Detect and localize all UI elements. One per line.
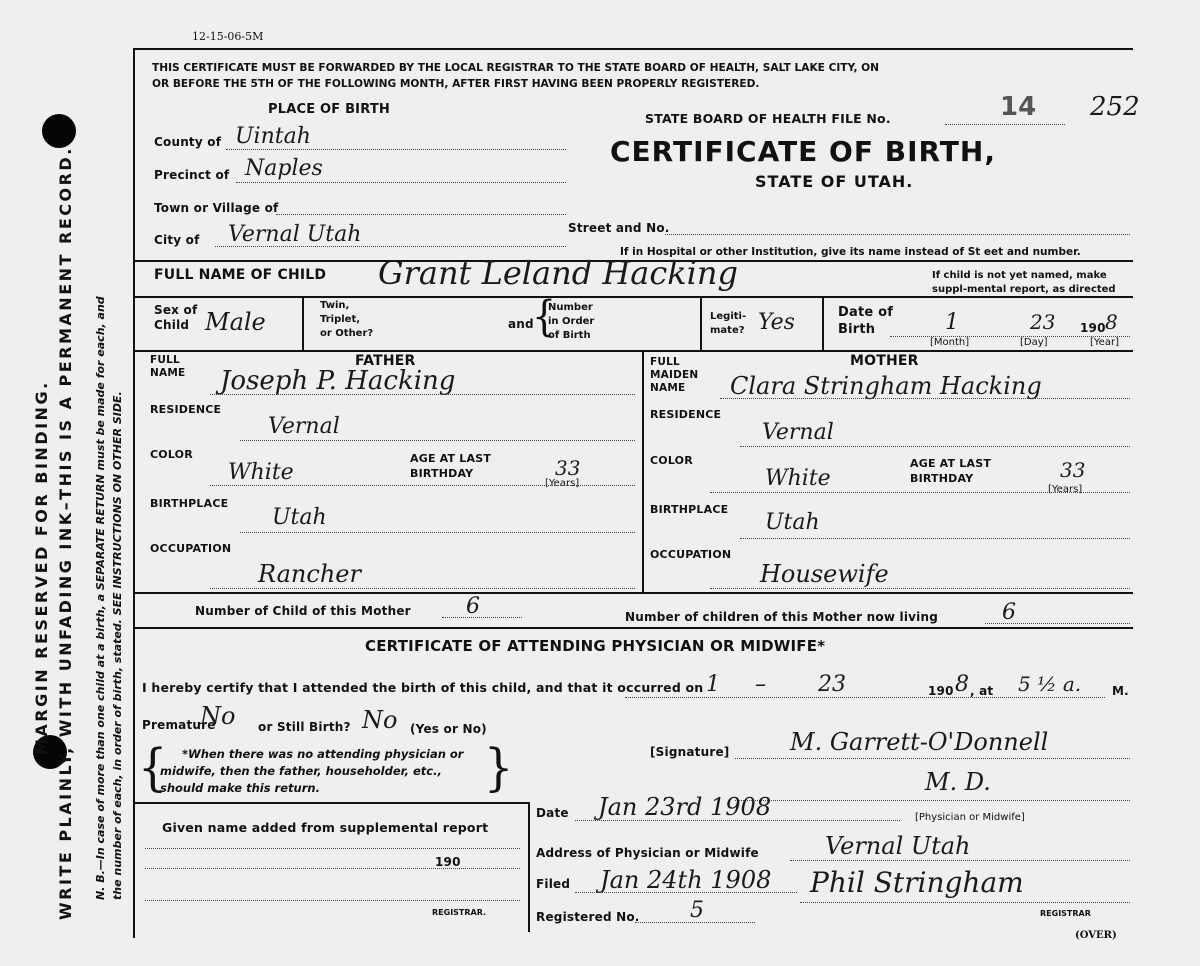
file-number-handwritten: 252 bbox=[1090, 92, 1140, 122]
child-number-label: Number of Child of this Mother bbox=[195, 604, 411, 618]
father-name-line bbox=[210, 394, 635, 395]
physician-address[interactable]: Vernal Utah bbox=[825, 832, 971, 860]
note-brace: { bbox=[138, 737, 168, 797]
mother-name-line bbox=[720, 398, 1130, 399]
margin-line-binding: MARGIN RESERVED FOR BINDING. bbox=[32, 380, 51, 755]
sex-label-2: Child bbox=[154, 318, 190, 332]
occurred-day[interactable]: 23 bbox=[818, 672, 846, 697]
sex-label-1: Sex of bbox=[154, 303, 198, 317]
registered-number-label: Registered No. bbox=[536, 910, 640, 924]
precinct-label: Precinct of bbox=[154, 168, 230, 182]
occurred-year[interactable]: 8 bbox=[955, 672, 969, 697]
occurred-at-label: , at bbox=[970, 684, 994, 698]
order-label-1: Number bbox=[548, 302, 593, 313]
occurred-dash: – bbox=[755, 672, 766, 697]
filed-line bbox=[575, 892, 797, 893]
father-age-label-1: AGE AT LAST bbox=[410, 452, 492, 465]
frame-left-border bbox=[133, 48, 135, 938]
and-label: and bbox=[508, 317, 534, 331]
over-label: (OVER) bbox=[1075, 930, 1117, 941]
file-number: 14 bbox=[1000, 92, 1037, 122]
margin-instructions bbox=[30, 146, 78, 920]
yes-no-label: (Yes or No) bbox=[410, 722, 487, 736]
child-name-label: FULL NAME OF CHILD bbox=[154, 267, 327, 283]
dob-day-caption: [Day] bbox=[1020, 337, 1048, 348]
father-birthplace-value[interactable]: Utah bbox=[272, 505, 327, 530]
county-label: County of bbox=[154, 135, 222, 149]
supplement-divider bbox=[528, 802, 530, 932]
mother-name-label-3: NAME bbox=[650, 382, 686, 394]
county-value[interactable]: Uintah bbox=[235, 124, 311, 149]
mother-birthplace-line bbox=[740, 538, 1130, 539]
binding-hole-top bbox=[42, 114, 76, 148]
supplemental-label: Given name added from supplemental report bbox=[162, 820, 489, 835]
premature-value[interactable]: No bbox=[200, 702, 236, 730]
filed-label: Filed bbox=[536, 877, 571, 891]
legitimate-divider bbox=[822, 298, 824, 350]
dob-year[interactable]: 8 bbox=[1105, 310, 1118, 334]
dob-month-caption: [Month] bbox=[930, 337, 970, 348]
child-name-note-2: suppl-mental report, as directed bbox=[932, 284, 1116, 295]
address-label: Address of Physician or Midwife bbox=[536, 846, 759, 860]
place-of-birth-heading: PLACE OF BIRTH bbox=[268, 102, 390, 117]
legitimate-label-1: Legiti- bbox=[710, 311, 747, 322]
physician-or-midwife-caption: [Physician or Midwife] bbox=[915, 812, 1025, 823]
still-birth-value[interactable]: No bbox=[362, 706, 398, 734]
legitimate-label-2: mate? bbox=[710, 325, 745, 336]
mother-occupation-line bbox=[710, 588, 1130, 589]
registered-number[interactable]: 5 bbox=[690, 898, 704, 923]
mother-residence-line bbox=[740, 446, 1130, 447]
still-birth-label: or Still Birth? bbox=[258, 720, 351, 734]
rule-above-supplement bbox=[135, 802, 530, 804]
father-name-value[interactable]: Joseph P. Hacking bbox=[220, 366, 456, 396]
dob-day[interactable]: 23 bbox=[1030, 310, 1056, 334]
occurred-time[interactable]: 5 ½ a. bbox=[1018, 672, 1082, 696]
signature-line-2 bbox=[735, 800, 1130, 801]
father-birthplace-line bbox=[240, 532, 635, 533]
mother-age-value[interactable]: 33 bbox=[1060, 458, 1086, 482]
rule-above-physician bbox=[135, 627, 1133, 629]
child-name-note-1: If child is not yet named, make bbox=[932, 270, 1107, 281]
dob-year-prefix: 190 bbox=[1080, 321, 1106, 335]
rule-below-parents bbox=[135, 592, 1133, 594]
supplemental-date-line bbox=[145, 868, 520, 869]
dob-label-1: Date of bbox=[838, 305, 894, 320]
physician-heading: CERTIFICATE OF ATTENDING PHYSICIAN OR MIDWIFE* bbox=[365, 637, 826, 655]
father-name-label-1: FULL bbox=[150, 354, 180, 366]
supplemental-year-prefix: 190 bbox=[435, 855, 461, 869]
father-occupation-value[interactable]: Rancher bbox=[258, 560, 361, 588]
mother-color-label: COLOR bbox=[650, 454, 693, 467]
filed-date[interactable]: Jan 24th 1908 bbox=[600, 866, 772, 894]
father-residence-label: RESIDENCE bbox=[150, 403, 222, 416]
precinct-value[interactable]: Naples bbox=[245, 156, 323, 181]
parents-divider bbox=[642, 350, 644, 592]
physician-title[interactable]: M. D. bbox=[925, 768, 991, 796]
no-physician-note-3: should make this return. bbox=[160, 781, 320, 795]
twin-label-1: Twin, bbox=[320, 300, 350, 311]
margin-line-permanent: WRITE PLAINLY, WITH UNFADING INK–THIS IS A PERMANENT RECORD. bbox=[56, 146, 75, 920]
occurred-line bbox=[625, 697, 1105, 698]
father-name-label-2: NAME bbox=[150, 367, 186, 379]
certificate-title: CERTIFICATE OF BIRTH, bbox=[610, 135, 996, 168]
supplemental-registrar-line bbox=[145, 900, 520, 901]
mother-name-value[interactable]: Clara Stringham Hacking bbox=[730, 372, 1042, 400]
margin-note bbox=[92, 296, 126, 900]
father-residence-value[interactable]: Vernal bbox=[268, 414, 340, 439]
order-label-3: of Birth bbox=[548, 330, 591, 341]
date-line bbox=[575, 820, 900, 821]
father-color-line bbox=[210, 485, 635, 486]
mother-name-label-2: MAIDEN bbox=[650, 369, 699, 381]
city-value[interactable]: Vernal Utah bbox=[228, 222, 362, 247]
father-color-label: COLOR bbox=[150, 448, 193, 461]
supplemental-registrar-caption: REGISTRAR. bbox=[432, 908, 487, 917]
registrar-signature[interactable]: Phil Stringham bbox=[810, 866, 1024, 899]
certificate-date[interactable]: Jan 23rd 1908 bbox=[598, 793, 772, 821]
premature-label: Premature bbox=[142, 718, 216, 732]
street-label: Street and No. bbox=[568, 221, 670, 235]
registered-number-line bbox=[635, 922, 755, 923]
dob-label-2: Birth bbox=[838, 322, 876, 337]
signature-label: [Signature] bbox=[650, 745, 730, 759]
mother-residence-value[interactable]: Vernal bbox=[762, 420, 834, 445]
living-children-value[interactable]: 6 bbox=[1002, 600, 1016, 625]
dob-year-caption: [Year] bbox=[1090, 337, 1119, 348]
child-number-value[interactable]: 6 bbox=[466, 594, 480, 619]
father-age-label-2: BIRTHDAY bbox=[410, 467, 474, 480]
mother-residence-label: RESIDENCE bbox=[650, 408, 722, 421]
mother-name-label-1: FULL bbox=[650, 356, 680, 368]
father-birthplace-label: BIRTHPLACE bbox=[150, 497, 229, 510]
child-name-value[interactable]: Grant Leland Hacking bbox=[378, 254, 738, 292]
occurred-year-prefix: 190 bbox=[928, 684, 954, 698]
mother-age-label-2: BIRTHDAY bbox=[910, 472, 974, 485]
legitimate-value[interactable]: Yes bbox=[758, 310, 795, 335]
mother-color-value[interactable]: White bbox=[765, 466, 831, 491]
father-occupation-line bbox=[210, 588, 635, 589]
living-children-label: Number of children of this Mother now living bbox=[625, 610, 939, 624]
forwarding-instruction-2: OR BEFORE THE 5TH OF THE FOLLOWING MONTH, AFTER FIRST HAVING BEEN PROPERLY REGISTERED. bbox=[152, 78, 760, 90]
mother-birthplace-label: BIRTHPLACE bbox=[650, 503, 729, 516]
city-line bbox=[215, 246, 566, 247]
dob-month[interactable]: 1 bbox=[945, 310, 959, 335]
registrar-line bbox=[800, 902, 1130, 903]
forwarding-instruction-1: THIS CERTIFICATE MUST BE FORWARDED BY THE LOCAL REGISTRAR TO THE STATE BOARD OF HEALTH, SALT LAKE CITY, ON bbox=[152, 62, 880, 74]
no-physician-note-1: *When there was no attending physician or bbox=[182, 747, 464, 761]
child-number-line bbox=[442, 617, 522, 618]
note-brace-right: } bbox=[484, 737, 514, 797]
precinct-line bbox=[236, 182, 566, 183]
twin-label-2: Triplet, bbox=[320, 314, 361, 325]
mother-years-caption: [Years] bbox=[1048, 484, 1083, 495]
occurred-m-label: M. bbox=[1112, 684, 1129, 698]
supplemental-name-line bbox=[145, 848, 520, 849]
county-line bbox=[226, 149, 566, 150]
date-label: Date bbox=[536, 806, 569, 820]
order-divider bbox=[700, 298, 702, 350]
living-children-line bbox=[985, 623, 1130, 624]
certify-statement: I hereby certify that I attended the birth of this child, and that it occurred on bbox=[142, 680, 704, 695]
address-line bbox=[790, 860, 1130, 861]
physician-signature[interactable]: M. Garrett-O'Donnell bbox=[790, 728, 1049, 756]
mother-age-label-1: AGE AT LAST bbox=[910, 457, 992, 470]
form-code: 12-15-06-5M bbox=[192, 30, 264, 43]
file-number-line bbox=[945, 124, 1065, 125]
note-line-2: the number of each, in order of birth, stated. SEE INSTRUCTIONS ON OTHER SIDE. bbox=[111, 391, 124, 900]
registrar-caption: REGISTRAR bbox=[1040, 909, 1091, 918]
file-number-label: STATE BOARD OF HEALTH FILE No. bbox=[645, 111, 891, 126]
father-age-value[interactable]: 33 bbox=[555, 456, 581, 480]
mother-heading: MOTHER bbox=[850, 353, 919, 369]
father-residence-line bbox=[240, 440, 635, 441]
order-brace: { bbox=[532, 291, 557, 341]
occurred-month[interactable]: 1 bbox=[706, 672, 720, 697]
father-heading: FATHER bbox=[355, 353, 416, 369]
city-label: City of bbox=[154, 233, 200, 247]
town-line bbox=[276, 214, 566, 215]
mother-color-line bbox=[710, 492, 1130, 493]
father-color-value[interactable]: White bbox=[228, 460, 294, 485]
state-of-utah: STATE OF UTAH. bbox=[755, 172, 914, 191]
note-line-1: In case of more than one child at a birth, a SEPARATE RETURN must be made for each, and bbox=[94, 296, 107, 860]
order-label-2: in Order bbox=[548, 316, 595, 327]
father-occupation-label: OCCUPATION bbox=[150, 542, 232, 555]
rule-above-sex-row bbox=[135, 296, 1133, 298]
street-line bbox=[665, 234, 1130, 235]
mother-birthplace-value[interactable]: Utah bbox=[765, 510, 820, 535]
signature-line bbox=[735, 758, 1130, 759]
town-label: Town or Village of bbox=[154, 201, 279, 215]
father-years-caption: [Years] bbox=[545, 478, 580, 489]
hospital-note: If in Hospital or other Institution, give its name instead of St eet and number. bbox=[620, 246, 1081, 258]
sex-divider bbox=[302, 298, 304, 350]
note-lead: N. B.— bbox=[94, 859, 107, 900]
no-physician-note-2: midwife, then the father, householder, etc., bbox=[160, 764, 442, 778]
sex-value[interactable]: Male bbox=[205, 308, 266, 336]
frame-top-border bbox=[133, 48, 1133, 50]
mother-occupation-value[interactable]: Housewife bbox=[760, 560, 889, 588]
rule-above-parents bbox=[135, 350, 1133, 352]
mother-occupation-label: OCCUPATION bbox=[650, 548, 732, 561]
twin-label-3: or Other? bbox=[320, 328, 374, 339]
